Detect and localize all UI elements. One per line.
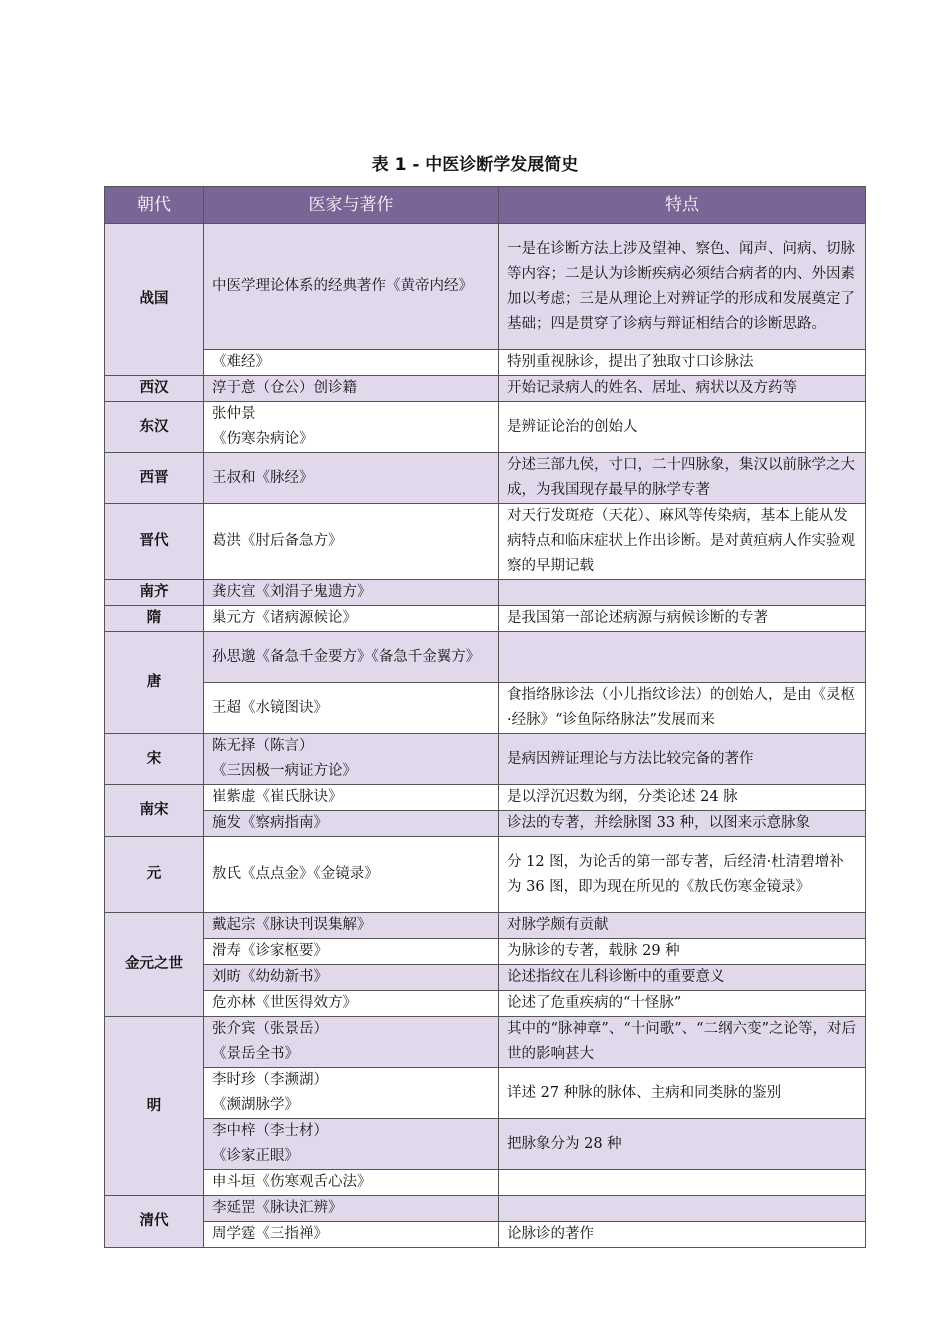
table-row (105, 965, 866, 991)
works-cell: 李时珍（李濒湖） 《濒湖脉学》 (204, 1068, 499, 1119)
works-cell: 龚庆宣《刘涓子鬼遗方》 (204, 580, 499, 606)
table-row (105, 580, 866, 606)
works-cell: 淳于意（仓公）创诊籍 (204, 376, 499, 402)
table-row (105, 402, 866, 453)
feature-cell: 分 12 图，为论舌的第一部专著，后经清·杜清碧增补为 36 图，即为现在所见的《敖氏伤寒金镜录》 (499, 837, 866, 913)
table-row (105, 1196, 866, 1222)
dynasty-cell: 明 (105, 1017, 204, 1196)
feature-cell: 对脉学颇有贡献 (499, 913, 866, 939)
feature-cell: 论述指纹在儿科诊断中的重要意义 (499, 965, 866, 991)
works-cell: 李延罡《脉诀汇辨》 (204, 1196, 499, 1222)
feature-cell: 是病因辨证理论与方法比较完备的著作 (499, 734, 866, 785)
works-cell: 危亦林《世医得效方》 (204, 991, 499, 1017)
works-cell: 孙思邈《备急千金要方》《备急千金翼方》 (204, 632, 499, 683)
works-cell: 敖氏《点点金》《金镜录》 (204, 837, 499, 913)
feature-cell: 分述三部九侯，寸口，二十四脉象，集汉以前脉学之大成，为我国现存最早的脉学专著 (499, 453, 866, 504)
feature-cell: 是辨证论治的创始人 (499, 402, 866, 453)
dynasty-cell: 晋代 (105, 504, 204, 580)
works-cell: 施发《察病指南》 (204, 811, 499, 837)
feature-cell: 一是在诊断方法上涉及望神、察色、闻声、问病、切脉等内容；二是认为诊断疾病必须结合病者的内、外因素加以考虑；三是从理论上对辨证学的形成和发展奠定了基础；四是贯穿了诊病与辩证相结合的诊断思路。 (499, 224, 866, 350)
table-row (105, 1170, 866, 1196)
feature-cell: 是我国第一部论述病源与病候诊断的专著 (499, 606, 866, 632)
works-cell: 李中梓（李士材） 《诊家正眼》 (204, 1119, 499, 1170)
table-row (105, 453, 866, 504)
table-row (105, 606, 866, 632)
table-row (105, 811, 866, 837)
page-title: 表 1 - 中医诊断学发展简史 (371, 155, 579, 175)
dynasty-cell: 清代 (105, 1196, 204, 1248)
feature-cell: 论脉诊的著作 (499, 1222, 866, 1248)
dynasty-cell: 宋 (105, 734, 204, 785)
works-cell: 张介宾（张景岳） 《景岳全书》 (204, 1017, 499, 1068)
table-row (105, 1068, 866, 1119)
feature-cell: 是以浮沉迟数为纲，分类论述 24 脉 (499, 785, 866, 811)
works-cell: 刘昉《幼幼新书》 (204, 965, 499, 991)
table-row (105, 1222, 866, 1248)
feature-cell (499, 580, 866, 606)
dynasty-cell: 唐 (105, 632, 204, 734)
dynasty-cell: 西汉 (105, 376, 204, 402)
feature-cell (499, 632, 866, 683)
table-row (105, 785, 866, 811)
works-cell: 王超《水镜图诀》 (204, 683, 499, 734)
table-row (105, 1119, 866, 1170)
feature-cell: 诊法的专著，并绘脉图 33 种，以图来示意脉象 (499, 811, 866, 837)
feature-cell: 详述 27 种脉的脉体、主病和同类脉的鉴别 (499, 1068, 866, 1119)
feature-cell: 食指络脉诊法（小儿指纹诊法）的创始人，是由《灵枢·经脉》“诊鱼际络脉法”发展而来 (499, 683, 866, 734)
table-row (105, 991, 866, 1017)
dynasty-cell: 南宋 (105, 785, 204, 837)
feature-cell: 其中的“脉神章”、“十问歌”、“二纲六变”之论等，对后世的影响甚大 (499, 1017, 866, 1068)
works-cell: 葛洪《肘后备急方》 (204, 504, 499, 580)
works-cell: 《难经》 (204, 350, 499, 376)
dynasty-cell: 金元之世 (105, 913, 204, 1017)
works-cell: 申斗垣《伤寒观舌心法》 (204, 1170, 499, 1196)
works-cell: 张仲景 《伤寒杂病论》 (204, 402, 499, 453)
dynasty-cell: 西晋 (105, 453, 204, 504)
works-cell: 中医学理论体系的经典著作《黄帝内经》 (204, 224, 499, 350)
table-row (105, 913, 866, 939)
feature-cell (499, 1170, 866, 1196)
table-row (105, 376, 866, 402)
table-header-row (105, 187, 866, 224)
table-row (105, 504, 866, 580)
works-cell: 陈无择（陈言） 《三因极一病证方论》 (204, 734, 499, 785)
feature-cell: 对天行发斑疮（天花）、麻风等传染病，基本上能从发病特点和临床症状上作出诊断。是对黄疸病人作实验观察的早期记载 (499, 504, 866, 580)
feature-cell: 特别重视脉诊，提出了独取寸口诊脉法 (499, 350, 866, 376)
dynasty-cell: 东汉 (105, 402, 204, 453)
dynasty-cell: 南齐 (105, 580, 204, 606)
works-cell: 崔紫虚《崔氏脉诀》 (204, 785, 499, 811)
feature-cell (499, 1196, 866, 1222)
dynasty-cell: 战国 (105, 224, 204, 376)
dynasty-cell: 元 (105, 837, 204, 913)
table-row (105, 837, 866, 913)
table-row (105, 632, 866, 683)
table-row (105, 683, 866, 734)
header-dynasty: 朝代 (105, 187, 204, 224)
feature-cell: 开始记录病人的姓名、居址、病状以及方药等 (499, 376, 866, 402)
works-cell: 滑寿《诊家枢要》 (204, 939, 499, 965)
header-works: 医家与著作 (204, 187, 499, 224)
feature-cell: 把脉象分为 28 种 (499, 1119, 866, 1170)
works-cell: 周学霆《三指禅》 (204, 1222, 499, 1248)
table-body (105, 224, 866, 1248)
works-cell: 王叔和《脉经》 (204, 453, 499, 504)
dynasty-cell: 隋 (105, 606, 204, 632)
table-row (105, 939, 866, 965)
table-row (105, 1017, 866, 1068)
table-row (105, 224, 866, 350)
table-row (105, 350, 866, 376)
header-features: 特点 (499, 187, 866, 224)
feature-cell: 为脉诊的专著，载脉 29 种 (499, 939, 866, 965)
works-cell: 巢元方《诸病源候论》 (204, 606, 499, 632)
table-row (105, 734, 866, 785)
history-table (104, 186, 866, 1248)
feature-cell: 论述了危重疾病的“十怪脉” (499, 991, 866, 1017)
works-cell: 戴起宗《脉诀刊误集解》 (204, 913, 499, 939)
